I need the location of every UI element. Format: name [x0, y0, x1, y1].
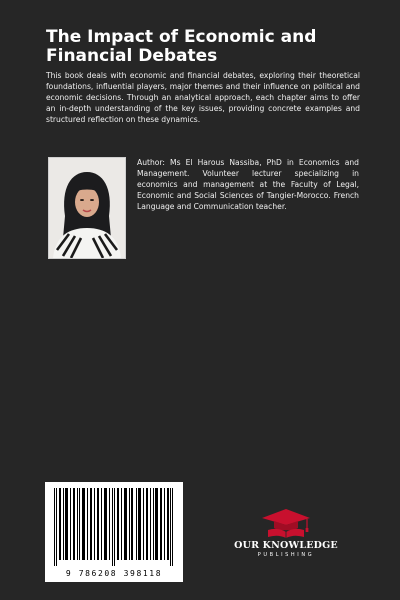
book-description: This book deals with economic and financial debates, exploring their theoretical foundations, influential players, major themes and their influence on political and economic decisions. Through an analytical approach, each chapter aims to offer an in-depth understanding of the key issues, providing concrete examples and structured reflection on these dynamics. — [46, 71, 360, 124]
publisher-name: OUR KNOWLEDGE — [234, 540, 338, 551]
isbn-number: 9 786208 398118 — [65, 569, 163, 578]
author-photo — [48, 157, 126, 259]
isbn-barcode — [45, 482, 183, 582]
publisher-logo — [234, 508, 338, 568]
publisher-subtitle: PUBLISHING — [257, 552, 315, 558]
mortarboard-book-icon — [260, 508, 312, 538]
author-bio: Author: Ms El Harous Nassiba, PhD in Economics and Management. Volunteer lecturer specializing in economics and management at the Faculty of Legal, Economic and Social Sciences of Tangier-Morocco. French Language and Communication teacher. — [137, 158, 359, 211]
book-title: The Impact of Economic and Financial Debates — [46, 27, 317, 66]
barcode-bars — [53, 488, 175, 566]
